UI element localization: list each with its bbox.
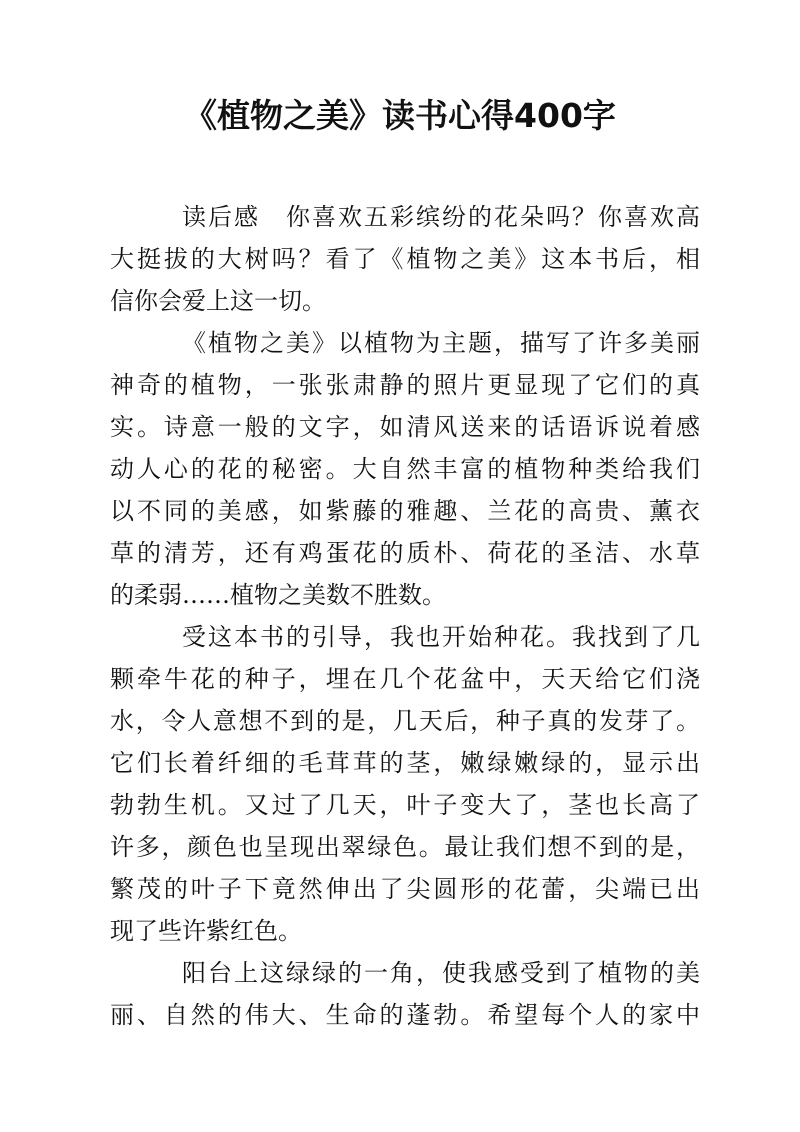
text-line: 阳台上这绿绿的一角，使我感受到了植物的美 [182, 959, 700, 987]
text-line: 神奇的植物，一张张肃静的照片更显现了它们的真 [110, 371, 700, 399]
text-line: 丽、自然的伟大、生命的蓬勃。希望每个人的家中 [110, 1001, 700, 1029]
text-line: 受这本书的引导，我也开始种花。我找到了几 [182, 623, 700, 651]
text-line: 大挺拔的大树吗？看了《植物之美》这本书后，相 [110, 245, 700, 273]
text-line: 实。诗意一般的文字，如清风送来的话语诉说着感 [110, 413, 700, 441]
text-line: 它们长着纤细的毛茸茸的茎，嫩绿嫩绿的，显示出 [110, 749, 700, 777]
text-line: 的柔弱……植物之美数不胜数。 [110, 581, 446, 609]
text-line: 繁茂的叶子下竟然伸出了尖圆形的花蕾，尖端已出 [110, 875, 700, 903]
text-line: 动人心的花的秘密。大自然丰富的植物种类给我们 [110, 455, 700, 483]
text-line: 许多，颜色也呈现出翠绿色。最让我们想不到的是， [110, 833, 700, 861]
text-line: 现了些许紫红色。 [110, 917, 302, 945]
text-line: 水，令人意想不到的是，几天后，种子真的发芽了。 [110, 707, 700, 735]
text-line: 草的清芳，还有鸡蛋花的质朴、荷花的圣洁、水草 [110, 539, 700, 567]
text-line: 颗牵牛花的种子，埋在几个花盆中，天天给它们浇 [110, 665, 700, 693]
text-line: 信你会爱上这一切。 [110, 287, 326, 315]
text-line: 勃勃生机。又过了几天，叶子变大了，茎也长高了 [110, 791, 700, 819]
text-line: 以不同的美感，如紫藤的雅趣、兰花的高贵、薰衣 [110, 497, 700, 525]
document-body [110, 196, 700, 1036]
text-line: 读后感 你喜欢五彩缤纷的花朵吗？你喜欢高 [182, 203, 700, 231]
document-title: 《植物之美》读书心得400字 [184, 96, 616, 135]
text-line: 《植物之美》以植物为主题，描写了许多美丽 [182, 329, 700, 357]
